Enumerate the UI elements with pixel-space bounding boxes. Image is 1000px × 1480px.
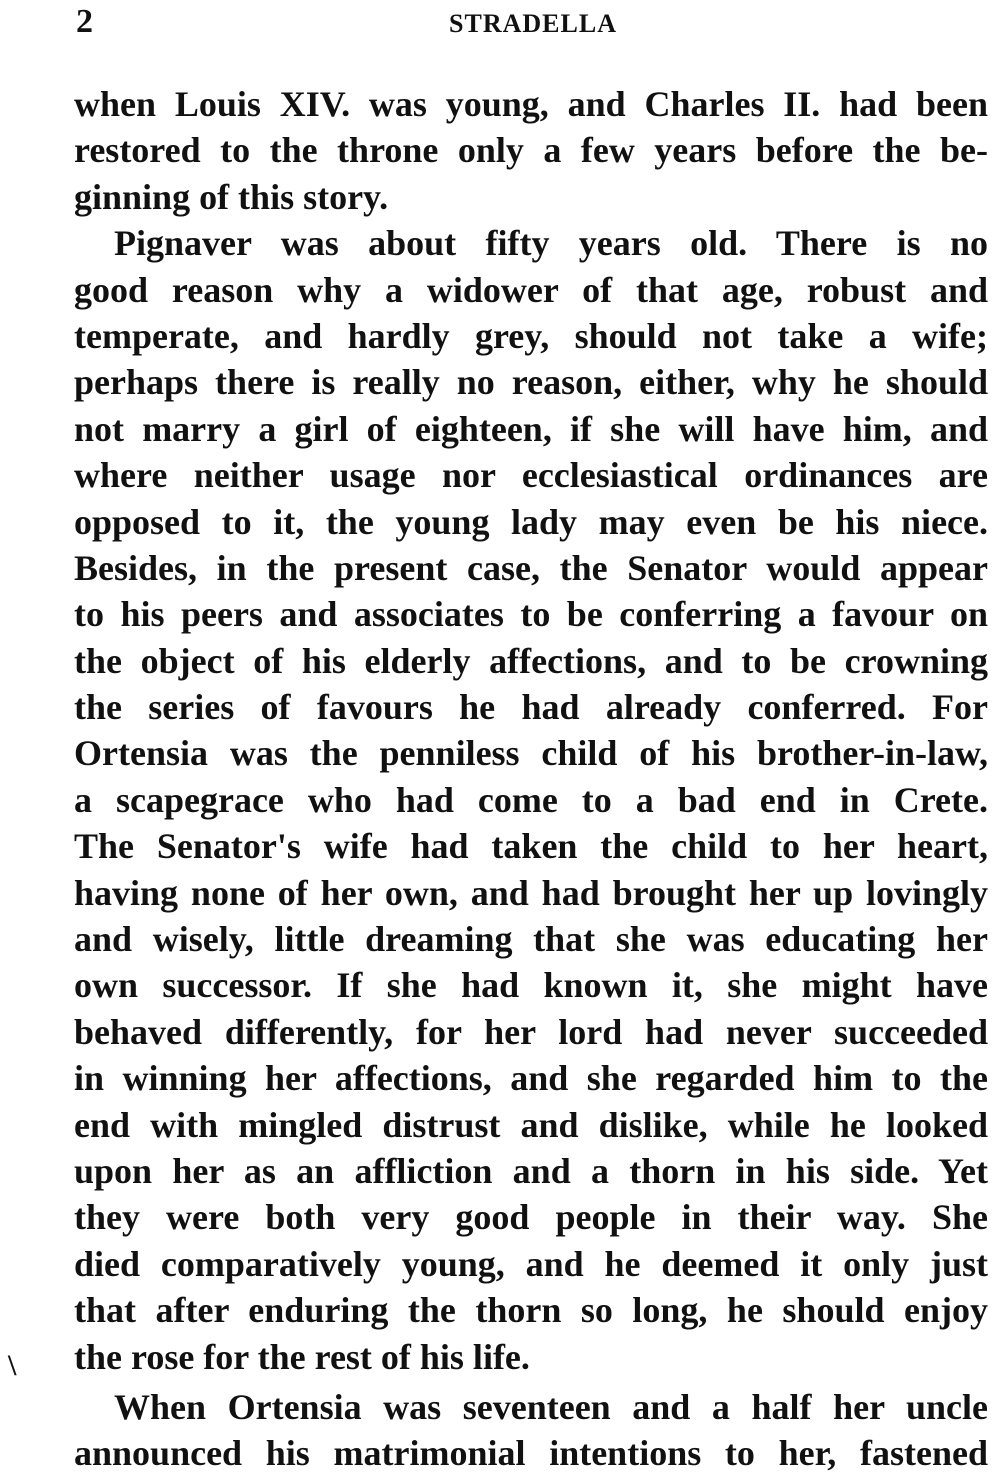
text-line: temperate, and hardly grey, should not take a wife; [74, 315, 988, 356]
text-line: Besides, in the present case, the Senator would appear [74, 547, 988, 588]
body-text [74, 81, 988, 1477]
text-line: the series of favours he had already conferred. For [74, 687, 988, 728]
text-line: perhaps there is really no reason, either, why he should [74, 362, 988, 403]
text-line: good reason why a widower of that age, robust and [74, 269, 988, 310]
text-line: announced his matrimonial intentions to her, fastened [74, 1433, 988, 1474]
text-line: the rose for the rest of his life. [74, 1336, 530, 1377]
text-line: ginning of this story. [74, 176, 389, 217]
text-line: own successor. If she had known it, she might have [74, 965, 988, 1006]
text-line: end with mingled distrust and dislike, while he looked [74, 1104, 988, 1145]
running-title: STRADELLA [449, 9, 617, 38]
page-number: 2 [76, 3, 93, 40]
text-line: the object of his elderly affections, and to be crowning [74, 640, 988, 681]
margin-mark: \ [8, 1349, 17, 1382]
text-line: they were both very good people in their way. She [74, 1197, 988, 1238]
text-line: Pignaver was about fifty years old. There is no [114, 223, 988, 264]
text-line: restored to the throne only a few years before the be- [74, 130, 988, 171]
text-line: in winning her affections, and she regarded him to the [74, 1058, 988, 1099]
text-line: that after enduring the thorn so long, he should enjoy [74, 1290, 988, 1331]
paragraph [74, 220, 988, 1380]
text-line: where neither usage nor ecclesiastical ordinances are [74, 455, 988, 496]
text-line: died comparatively young, and he deemed it only just [74, 1243, 988, 1284]
running-head [76, 2, 990, 42]
paragraph [74, 81, 988, 220]
paragraph [74, 1384, 988, 1477]
text-line: having none of her own, and had brought her up lovingly [74, 872, 988, 913]
text-line: when Louis XIV. was young, and Charles II. had been [74, 84, 988, 124]
text-line: The Senator's wife had taken the child to her heart, [74, 826, 988, 867]
text-line: Ortensia was the penniless child of his brother-in-law, [74, 733, 988, 774]
text-line: and wisely, little dreaming that she was educating her [74, 919, 988, 960]
text-line: opposed to it, the young lady may even be his niece. [74, 501, 988, 542]
text-line: upon her as an affliction and a thorn in his side. Yet [74, 1150, 988, 1191]
text-line: a scapegrace who had come to a bad end in Crete. [74, 779, 988, 820]
text-line: When Ortensia was seventeen and a half her uncle [114, 1386, 988, 1427]
text-line: behaved differently, for her lord had never succeeded [74, 1011, 988, 1052]
text-line: to his peers and associates to be conferring a favour on [74, 594, 988, 635]
text-line: not marry a girl of eighteen, if she will have him, and [74, 408, 988, 449]
